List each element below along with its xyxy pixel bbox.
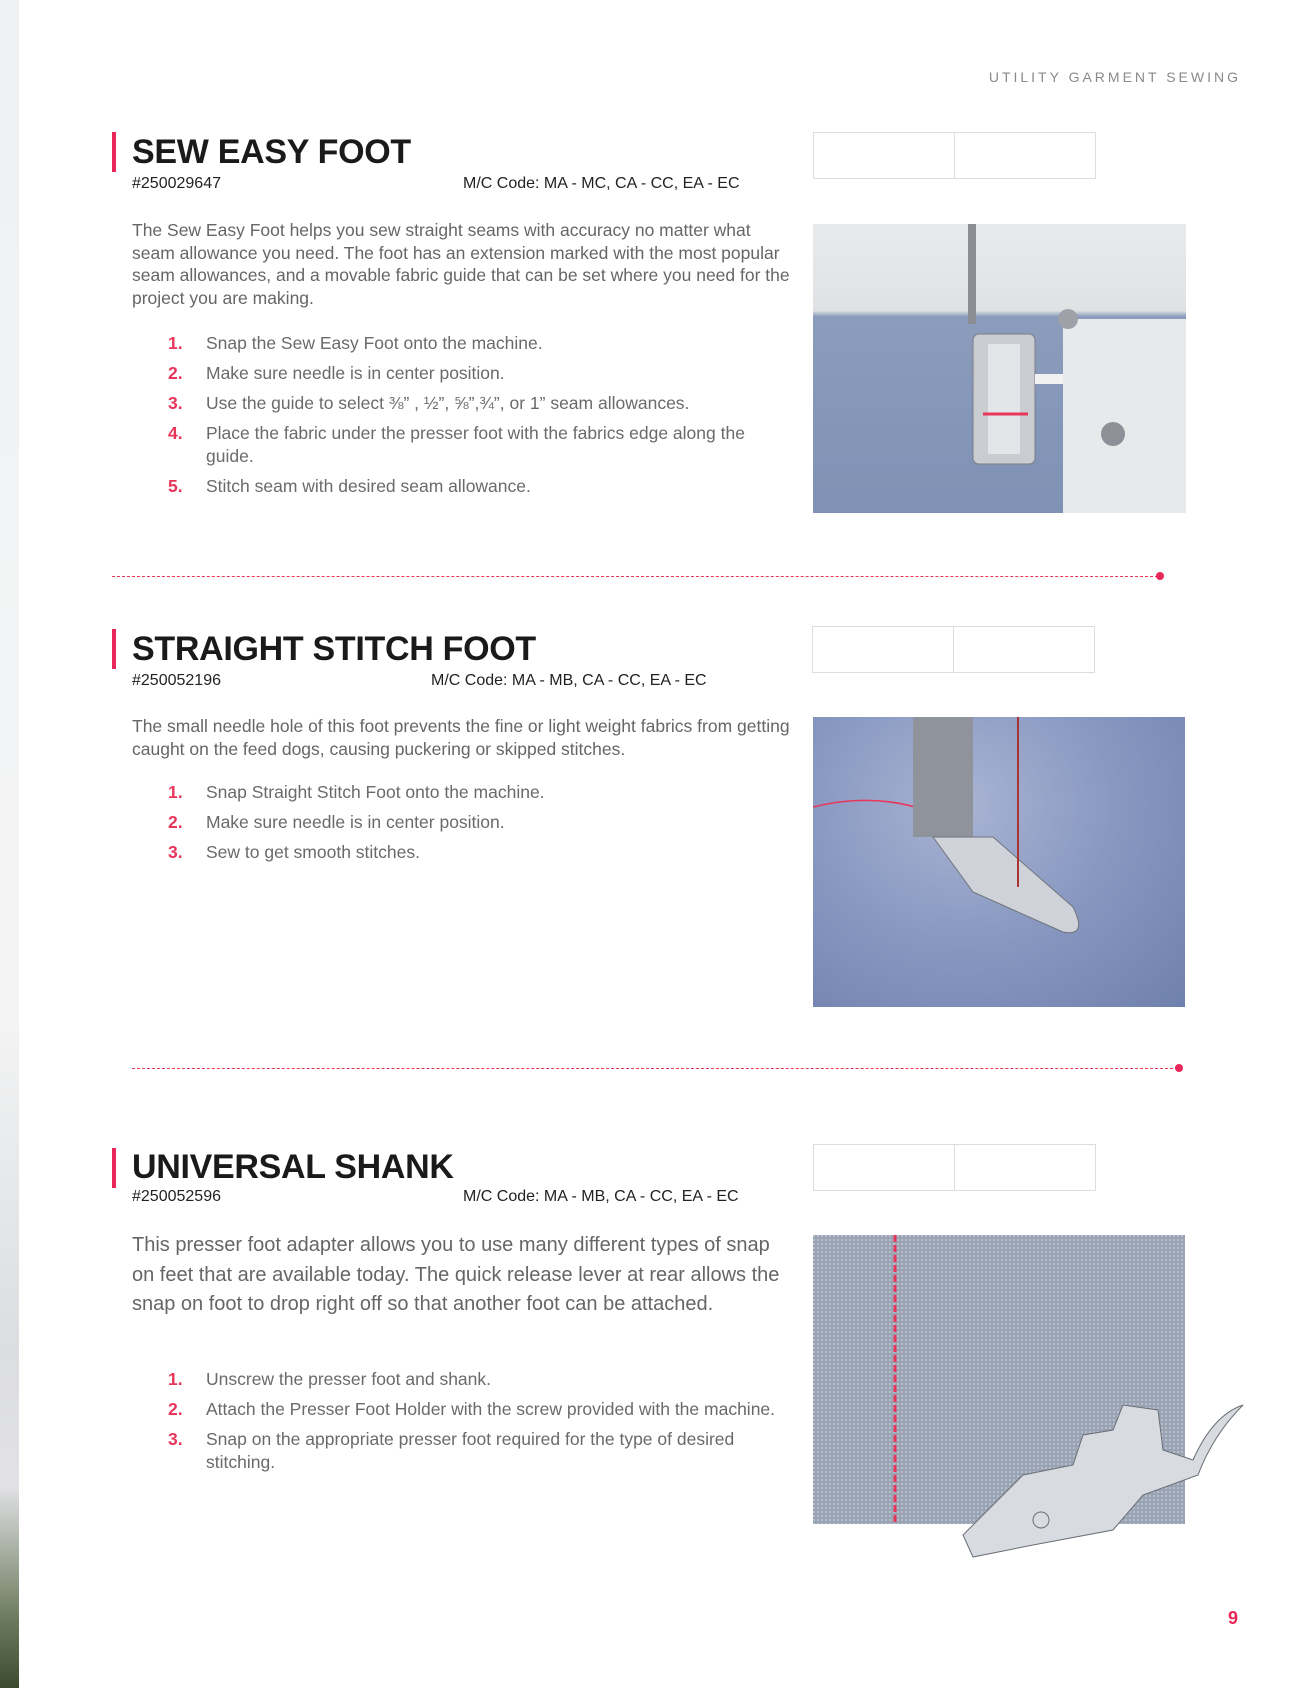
step-item xyxy=(168,811,788,834)
step-item xyxy=(168,362,788,385)
section-description: The Sew Easy Foot helps you sew straight seams with accuracy no matter what seam allowance you need. The foot has an extension marked with the most popular seam allowances, and a movable fabric guide that can be set where you need for the project you are making. xyxy=(132,220,790,308)
mc-code: M/C Code: MA - MB, CA - CC, EA - EC xyxy=(431,672,707,689)
part-number: #250052596 xyxy=(132,1188,221,1205)
step-number: 5. xyxy=(168,475,183,496)
section-title: UNIVERSAL SHANK xyxy=(132,1148,454,1186)
step-number: 1. xyxy=(168,1369,183,1389)
part-number: #250029647 xyxy=(132,175,221,192)
machine-code-boxes xyxy=(813,132,1096,179)
step-text: Snap Straight Stitch Foot onto the machine. xyxy=(206,782,545,802)
divider-dot xyxy=(1175,1064,1183,1072)
left-edge-photo-strip xyxy=(0,0,19,1688)
section-divider xyxy=(112,576,1158,577)
step-item xyxy=(168,1398,788,1421)
presser-foot-illustration xyxy=(813,224,1186,513)
step-text: Stitch seam with desired seam allowance. xyxy=(206,475,531,496)
step-text: Unscrew the presser foot and shank. xyxy=(206,1369,492,1389)
steps-list xyxy=(168,781,788,871)
machine-code-boxes xyxy=(813,1144,1096,1191)
step-item xyxy=(168,475,788,498)
step-item xyxy=(168,422,788,467)
presser-foot-illustration xyxy=(813,717,1185,1007)
section-accent-bar xyxy=(112,1148,116,1188)
step-text: Place the fabric under the presser foot with the fabrics edge along the guide. xyxy=(206,423,745,466)
step-number: 2. xyxy=(168,812,183,832)
machine-code-boxes xyxy=(812,626,1095,673)
step-text: Make sure needle is in center position. xyxy=(206,812,505,832)
section-sew-easy-foot xyxy=(112,132,792,512)
universal-shank-photo xyxy=(813,1235,1247,1567)
shank-adapter-illustration xyxy=(813,1235,1247,1567)
section-title: SEW EASY FOOT xyxy=(132,133,411,171)
step-number: 1. xyxy=(168,333,183,353)
step-item xyxy=(168,332,788,355)
section-accent-bar xyxy=(112,132,116,172)
step-text: Snap the Sew Easy Foot onto the machine. xyxy=(206,333,543,353)
step-item xyxy=(168,781,788,804)
page-number: 9 xyxy=(1228,1608,1239,1628)
mc-code: M/C Code: MA - MB, CA - CC, EA - EC xyxy=(463,1188,739,1205)
straight-stitch-foot-photo xyxy=(813,717,1185,1007)
mc-code: M/C Code: MA - MC, CA - CC, EA - EC xyxy=(463,175,740,192)
divider-dot xyxy=(1156,572,1164,580)
step-text: Attach the Presser Foot Holder with the screw provided with the machine. xyxy=(206,1399,776,1419)
step-item xyxy=(168,841,788,864)
step-item xyxy=(168,1368,788,1391)
step-number: 1. xyxy=(168,782,183,802)
step-number: 3. xyxy=(168,1429,183,1449)
section-accent-bar xyxy=(112,629,116,669)
step-text: Make sure needle is in center position. xyxy=(206,363,505,383)
step-item xyxy=(168,392,788,415)
section-straight-stitch-foot xyxy=(112,629,792,929)
step-text: Sew to get smooth stitches. xyxy=(206,842,420,862)
step-number: 3. xyxy=(168,842,183,862)
step-number: 3. xyxy=(168,393,183,413)
section-description: The small needle hole of this foot prevents the fine or light weight fabrics from getting caught on the feed dogs, causing puckering or skipped stitches. xyxy=(132,716,790,759)
section-description: This presser foot adapter allows you to use many different types of snap on feet that are available today. The quick release lever at rear allows the snap on foot to drop right off so that another foot can be attached. xyxy=(132,1234,780,1315)
sew-easy-foot-photo xyxy=(813,224,1186,513)
step-text: Snap on the appropriate presser foot required for the type of desired stitching. xyxy=(206,1429,735,1472)
steps-list xyxy=(168,1368,788,1481)
running-head: UTILITY GARMENT SEWING xyxy=(988,69,1241,85)
step-item xyxy=(168,1428,788,1473)
step-text: Use the guide to select ⅜” , ½”, ⅝”,¾”, or 1” seam allowances. xyxy=(206,393,690,413)
part-number: #250052196 xyxy=(132,672,221,689)
step-number: 2. xyxy=(168,1399,183,1419)
section-universal-shank xyxy=(112,1148,792,1508)
steps-list xyxy=(168,332,788,505)
step-number: 4. xyxy=(168,423,183,443)
section-title: STRAIGHT STITCH FOOT xyxy=(132,630,536,668)
section-divider xyxy=(132,1068,1178,1069)
step-number: 2. xyxy=(168,363,183,383)
